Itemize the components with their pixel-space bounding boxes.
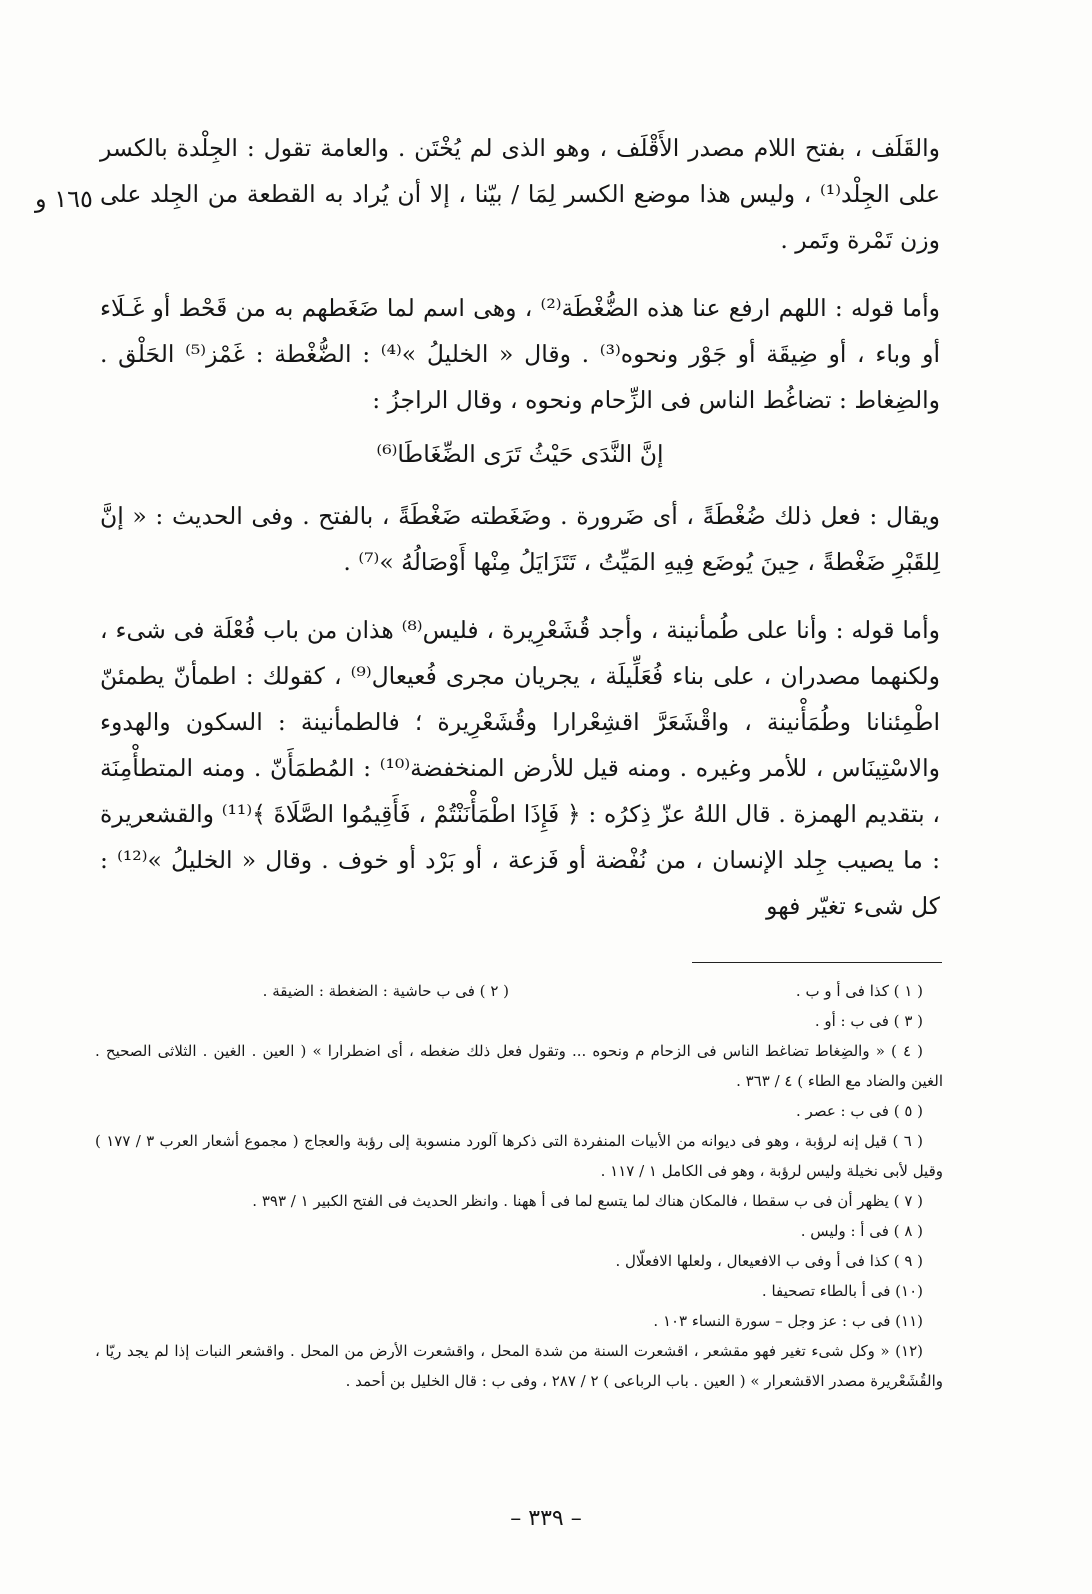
manuscript-folio-note: ١٦٥ و bbox=[35, 185, 93, 213]
paragraph-tumanina: وأما قوله : وأنا على طُمأنينة ، وأجد قُشَعْرِيرة ، فليس⁽⁸⁾ هذان من باب فُعْلَة فى شىء ، ولكنهما مصدران ، على بناء فُعَلِّيلَة ، يجريان مجرى فُعيعال⁽⁹⁾ ، كقولك : اطمأنّ يطمئنّ اطْمِئنانا وطُمَأْنينة ، واقْشَعَرَّ اقشِعْرارا وقُشَعْرِيرة ؛ فالطمأنينة : السكون والهدوء والاسْتِينَاس ، للأمر وغيره . ومنه قيل للأرض المنخفضة⁽¹⁰⁾ : المُطمَأَنّ . ومنه المتطأْمِنَة ، بتقديم الهمزة . قال اللهُ عزّ ذِكرُه : ﴿ فَإِذَا اطْمَأْنَنْتُمْ ، فَأَقِيمُوا الصَّلَاةَ ﴾⁽¹¹⁾ والقشعريرة : ما يصيب جِلد الإنسان ، من نُفْضة أو فَزعة ، أو بَرْد أو خوف . وقال « الخليلُ »⁽¹²⁾ : كل شىء تغيّر فهو bbox=[100, 616, 941, 920]
footnote-12: (١٢) « وكل شىء تغير فهو مقشعر ، اقشعرت السنة من شدة المحل ، واقشعرت الأرض من المحل . واقشعر النبات إذا لم يجد ريّا ، والقُشَعْريرة مصدر الاقشعرار » ( العين . باب الرباعى ) ٢ / ٢٨٧ ، وفى ب : قال الخليل بن أحمد . bbox=[95, 1342, 943, 1390]
paragraph-hadith: ويقال : فعل ذلك ضُغْطَةً ، أى ضَرورة . وضَغَطته ضَغْطَةً ، بالفتح . وفى الحديث : « إنَّ لِلقَبْرِ ضَغْطةً ، حِينَ يُوضَع فِيهِ المَيِّتُ ، تَتَزَايَلُ مِنْها أَوْصَالُهُ »⁽⁷⁾ . bbox=[100, 502, 940, 576]
footnote-6: ( ٦ ) قيل إنه لرؤبة ، وهو فى ديوانه من الأبيات المنفردة التى ذكرها آلورد منسوبة إلى رؤبة والعجاج ( مجموع أشعار العرب ٣ / ١٧٧ ) وقيل لأبى نخيلة وليس لرؤبة ، وهو فى الكامل ١ / ١١٧ . bbox=[95, 1132, 943, 1180]
footnote-10: (١٠) فى أ بالطاء تصحيفا . bbox=[761, 1282, 923, 1300]
footnote-8: ( ٨ ) فى أ : وليس . bbox=[800, 1222, 923, 1240]
verse-line: إنَّ النَّدَى حَيْثُ تَرَى الضِّغَاطَا⁽⁶⁾ bbox=[376, 440, 664, 468]
main-text bbox=[100, 125, 940, 951]
footnote-divider bbox=[692, 962, 942, 963]
footnotes bbox=[95, 976, 943, 1396]
footnote-1: ( ١ ) كذا فى أ و ب . bbox=[795, 982, 923, 1000]
footnote-2: ( ٢ ) فى ب حاشية : الضغطة : الضيقة . bbox=[262, 982, 509, 1000]
footnote-7: ( ٧ ) يظهر أن فى ب سقطا ، فالمكان هناك لما يتسع لما فى أ ههنا . وانظر الحديث فى الفتح الكبير ١ / ٣٩٣ . bbox=[252, 1192, 923, 1210]
paragraph-qalaf: والقَلَف ، بفتح اللام مصدر الأَقْلَف ، وهو الذى لم يُخْتَن . والعامة تقول : الجِلْدة بالكسر على الجِلْد⁽¹⁾ ، وليس هذا موضع الكسر لِمَا / بيّنا ، إلا أن يُراد به القطعة من الجِلد على وزن تَمْرة وتَمر . bbox=[100, 134, 940, 254]
footnote-11: (١١) فى ب : عز وجل – سورة النساء ١٠٣ . bbox=[653, 1312, 923, 1330]
footnote-4: ( ٤ ) « والضِغاط تضاغط الناس فى الزحام م ونحوه ... وتقول فعل ذلك ضغطه ، أى اضطرارا » ( العين . الغين . الثلاثى الصحيح . الغين والضاد مع الطاء ) ٤ / ٣٦٣ . bbox=[95, 1042, 943, 1090]
footnote-5: ( ٥ ) فى ب : عصر . bbox=[796, 1102, 923, 1120]
paragraph-dughta: وأما قوله : اللهم ارفع عنا هذه الضُّغْطَة⁽²⁾ ، وهى اسم لما ضَغَطهم به من قَحْط أو غَـلَاء أو وباء ، أو ضِيقَة أو جَوْر ونحوه⁽³⁾ . وقال « الخليلُ »⁽⁴⁾ : الضُّغْطة : غَمْز⁽⁵⁾ الحَلْق . والضِغاط : تضاغُط الناس فى الزِّحام ونحوه ، وقال الراجزُ : bbox=[100, 294, 940, 414]
footnote-row bbox=[95, 976, 943, 1006]
footnote-3: ( ٣ ) فى ب : أو . bbox=[814, 1012, 923, 1030]
page-number: – ٣٣٩ – bbox=[510, 1506, 582, 1531]
footnote-9: ( ٩ ) كذا فى أ وفى ب الافعيعال ، ولعلها الافعلّال . bbox=[615, 1252, 923, 1270]
